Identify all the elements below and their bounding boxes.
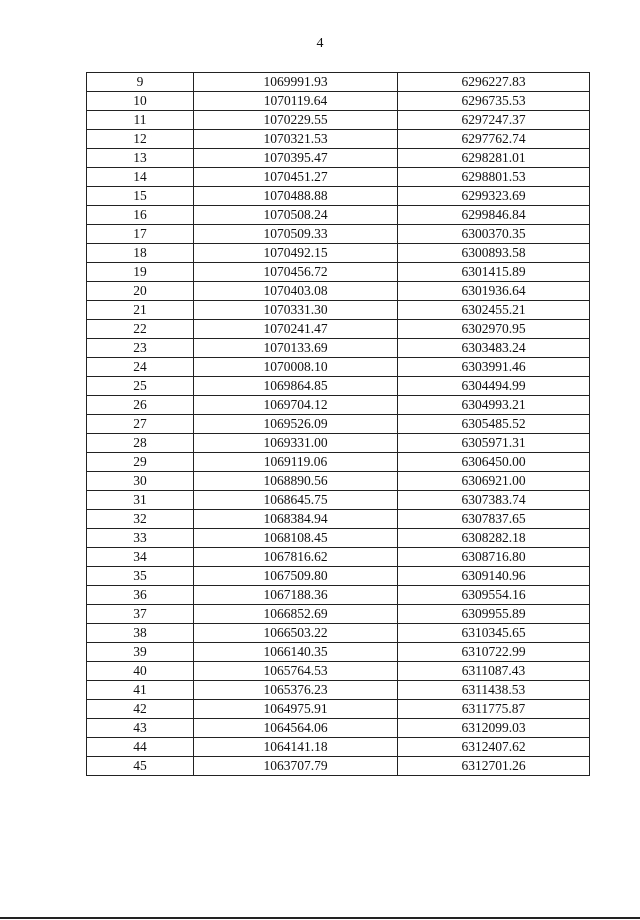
point-number-cell: 31 [87, 491, 194, 510]
point-number-cell: 40 [87, 662, 194, 681]
x-coordinate-cell: 1069526.09 [194, 415, 398, 434]
point-number-cell: 17 [87, 225, 194, 244]
point-number-cell: 15 [87, 187, 194, 206]
table-row [87, 415, 590, 434]
y-coordinate-cell: 6297247.37 [398, 111, 590, 130]
y-coordinate-cell: 6303991.46 [398, 358, 590, 377]
x-coordinate-cell: 1070229.55 [194, 111, 398, 130]
point-number-cell: 30 [87, 472, 194, 491]
y-coordinate-cell: 6312701.26 [398, 757, 590, 776]
table-row [87, 225, 590, 244]
x-coordinate-cell: 1066503.22 [194, 624, 398, 643]
point-number-cell: 21 [87, 301, 194, 320]
point-number-cell: 14 [87, 168, 194, 187]
point-number-cell: 26 [87, 396, 194, 415]
table-row [87, 586, 590, 605]
point-number-cell: 11 [87, 111, 194, 130]
x-coordinate-cell: 1068645.75 [194, 491, 398, 510]
y-coordinate-cell: 6310722.99 [398, 643, 590, 662]
x-coordinate-cell: 1070509.33 [194, 225, 398, 244]
x-coordinate-cell: 1064141.18 [194, 738, 398, 757]
point-number-cell: 29 [87, 453, 194, 472]
y-coordinate-cell: 6308716.80 [398, 548, 590, 567]
point-number-cell: 9 [87, 73, 194, 92]
y-coordinate-cell: 6300370.35 [398, 225, 590, 244]
y-coordinate-cell: 6312407.62 [398, 738, 590, 757]
y-coordinate-cell: 6305485.52 [398, 415, 590, 434]
y-coordinate-cell: 6298801.53 [398, 168, 590, 187]
point-number-cell: 27 [87, 415, 194, 434]
table-row [87, 206, 590, 225]
x-coordinate-cell: 1067816.62 [194, 548, 398, 567]
x-coordinate-cell: 1069331.00 [194, 434, 398, 453]
table-row [87, 700, 590, 719]
point-number-cell: 20 [87, 282, 194, 301]
y-coordinate-cell: 6310345.65 [398, 624, 590, 643]
x-coordinate-cell: 1068890.56 [194, 472, 398, 491]
table-row [87, 453, 590, 472]
y-coordinate-cell: 6301415.89 [398, 263, 590, 282]
point-number-cell: 10 [87, 92, 194, 111]
y-coordinate-cell: 6298281.01 [398, 149, 590, 168]
point-number-cell: 38 [87, 624, 194, 643]
coordinates-table [86, 72, 590, 776]
point-number-cell: 36 [87, 586, 194, 605]
y-coordinate-cell: 6305971.31 [398, 434, 590, 453]
table-row [87, 567, 590, 586]
y-coordinate-cell: 6311775.87 [398, 700, 590, 719]
y-coordinate-cell: 6309554.16 [398, 586, 590, 605]
point-number-cell: 25 [87, 377, 194, 396]
table-row [87, 719, 590, 738]
y-coordinate-cell: 6304993.21 [398, 396, 590, 415]
table-row [87, 168, 590, 187]
y-coordinate-cell: 6302970.95 [398, 320, 590, 339]
table-row [87, 396, 590, 415]
y-coordinate-cell: 6311438.53 [398, 681, 590, 700]
table-row [87, 92, 590, 111]
x-coordinate-cell: 1070395.47 [194, 149, 398, 168]
point-number-cell: 24 [87, 358, 194, 377]
x-coordinate-cell: 1064975.91 [194, 700, 398, 719]
point-number-cell: 13 [87, 149, 194, 168]
table-row [87, 377, 590, 396]
table-row [87, 149, 590, 168]
table-row [87, 263, 590, 282]
point-number-cell: 39 [87, 643, 194, 662]
point-number-cell: 35 [87, 567, 194, 586]
table-row [87, 605, 590, 624]
x-coordinate-cell: 1070241.47 [194, 320, 398, 339]
x-coordinate-cell: 1070119.64 [194, 92, 398, 111]
table-row [87, 282, 590, 301]
table-row [87, 187, 590, 206]
y-coordinate-cell: 6296227.83 [398, 73, 590, 92]
x-coordinate-cell: 1065376.23 [194, 681, 398, 700]
point-number-cell: 43 [87, 719, 194, 738]
table-row [87, 434, 590, 453]
y-coordinate-cell: 6303483.24 [398, 339, 590, 358]
y-coordinate-cell: 6299323.69 [398, 187, 590, 206]
x-coordinate-cell: 1067188.36 [194, 586, 398, 605]
point-number-cell: 18 [87, 244, 194, 263]
table-row [87, 320, 590, 339]
y-coordinate-cell: 6306450.00 [398, 453, 590, 472]
x-coordinate-cell: 1065764.53 [194, 662, 398, 681]
x-coordinate-cell: 1063707.79 [194, 757, 398, 776]
y-coordinate-cell: 6299846.84 [398, 206, 590, 225]
x-coordinate-cell: 1066140.35 [194, 643, 398, 662]
y-coordinate-cell: 6304494.99 [398, 377, 590, 396]
y-coordinate-cell: 6308282.18 [398, 529, 590, 548]
table-row [87, 491, 590, 510]
x-coordinate-cell: 1067509.80 [194, 567, 398, 586]
x-coordinate-cell: 1070321.53 [194, 130, 398, 149]
point-number-cell: 32 [87, 510, 194, 529]
y-coordinate-cell: 6296735.53 [398, 92, 590, 111]
table-row [87, 510, 590, 529]
point-number-cell: 12 [87, 130, 194, 149]
x-coordinate-cell: 1070008.10 [194, 358, 398, 377]
y-coordinate-cell: 6309955.89 [398, 605, 590, 624]
x-coordinate-cell: 1069864.85 [194, 377, 398, 396]
point-number-cell: 16 [87, 206, 194, 225]
y-coordinate-cell: 6302455.21 [398, 301, 590, 320]
x-coordinate-cell: 1068108.45 [194, 529, 398, 548]
table-row [87, 244, 590, 263]
y-coordinate-cell: 6297762.74 [398, 130, 590, 149]
point-number-cell: 22 [87, 320, 194, 339]
x-coordinate-cell: 1068384.94 [194, 510, 398, 529]
table-row [87, 529, 590, 548]
x-coordinate-cell: 1070133.69 [194, 339, 398, 358]
y-coordinate-cell: 6311087.43 [398, 662, 590, 681]
point-number-cell: 45 [87, 757, 194, 776]
x-coordinate-cell: 1069119.06 [194, 453, 398, 472]
table-row [87, 738, 590, 757]
point-number-cell: 19 [87, 263, 194, 282]
y-coordinate-cell: 6306921.00 [398, 472, 590, 491]
y-coordinate-cell: 6301936.64 [398, 282, 590, 301]
x-coordinate-cell: 1070456.72 [194, 263, 398, 282]
point-number-cell: 34 [87, 548, 194, 567]
x-coordinate-cell: 1069704.12 [194, 396, 398, 415]
table-row [87, 548, 590, 567]
point-number-cell: 41 [87, 681, 194, 700]
table-row [87, 472, 590, 491]
table-row [87, 111, 590, 130]
table-row [87, 643, 590, 662]
table-row [87, 358, 590, 377]
table-row [87, 301, 590, 320]
y-coordinate-cell: 6312099.03 [398, 719, 590, 738]
table-row [87, 757, 590, 776]
point-number-cell: 28 [87, 434, 194, 453]
x-coordinate-cell: 1070331.30 [194, 301, 398, 320]
x-coordinate-cell: 1066852.69 [194, 605, 398, 624]
table-row [87, 681, 590, 700]
table-row [87, 339, 590, 358]
coordinates-table-body [87, 73, 590, 776]
x-coordinate-cell: 1070403.08 [194, 282, 398, 301]
x-coordinate-cell: 1069991.93 [194, 73, 398, 92]
y-coordinate-cell: 6307383.74 [398, 491, 590, 510]
x-coordinate-cell: 1070488.88 [194, 187, 398, 206]
x-coordinate-cell: 1070451.27 [194, 168, 398, 187]
table-row [87, 130, 590, 149]
point-number-cell: 33 [87, 529, 194, 548]
x-coordinate-cell: 1070492.15 [194, 244, 398, 263]
table-row [87, 662, 590, 681]
table-row [87, 624, 590, 643]
point-number-cell: 42 [87, 700, 194, 719]
x-coordinate-cell: 1064564.06 [194, 719, 398, 738]
y-coordinate-cell: 6309140.96 [398, 567, 590, 586]
point-number-cell: 37 [87, 605, 194, 624]
point-number-cell: 44 [87, 738, 194, 757]
y-coordinate-cell: 6300893.58 [398, 244, 590, 263]
x-coordinate-cell: 1070508.24 [194, 206, 398, 225]
point-number-cell: 23 [87, 339, 194, 358]
y-coordinate-cell: 6307837.65 [398, 510, 590, 529]
table-row [87, 73, 590, 92]
page-number: 4 [316, 36, 324, 51]
page-bottom-border [0, 917, 640, 919]
